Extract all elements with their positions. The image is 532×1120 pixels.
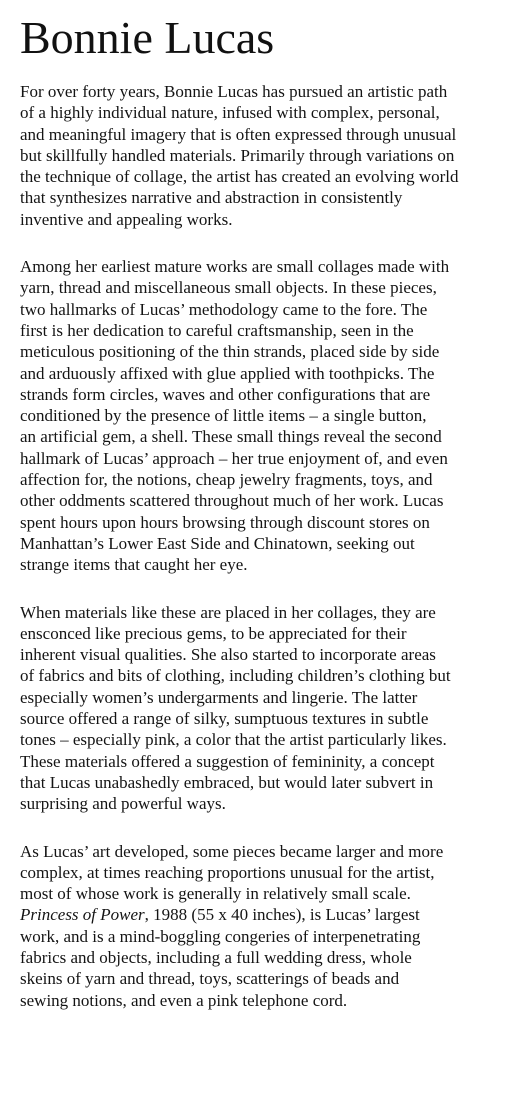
text-line: fabrics and objects, including a full wedding dress, whole — [20, 947, 412, 967]
page-title: Bonnie Lucas — [20, 12, 275, 63]
text-line: that Lucas unabashedly embraced, but would later subvert in — [20, 772, 434, 792]
text-line: tones – especially pink, a color that the artist particularly likes. — [20, 730, 447, 750]
text-line: ensconced like precious gems, to be appreciated for their — [20, 623, 407, 643]
text-line: hallmark of Lucas’ approach – her true enjoyment of, and even — [20, 448, 448, 468]
text-line: When materials like these are placed in her collages, they are — [20, 602, 436, 622]
text-line: of a highly individual nature, infused with complex, personal, — [20, 103, 440, 123]
text-line: These materials offered a suggestion of femininity, a concept — [20, 751, 435, 771]
text-line: surprising and powerful ways. — [20, 794, 226, 814]
paragraph-larger-works — [20, 841, 524, 1011]
text-line: and meaningful imagery that is often expressed through unusual — [20, 124, 457, 144]
text-line: skeins of yarn and thread, toys, scatterings of beads and — [20, 969, 400, 989]
text-line: two hallmarks of Lucas’ methodology came to the fore. The — [20, 299, 428, 319]
paragraph-materials — [20, 602, 524, 815]
text-line: Manhattan’s Lower East Side and Chinatown, seeking out — [20, 533, 415, 553]
text-line: first is her dedication to careful craftsmanship, seen in the — [20, 320, 414, 340]
text-line: spent hours upon hours browsing through discount stores on — [20, 512, 430, 532]
artwork-title: Princess of Power — [20, 905, 145, 925]
text-line: that synthesizes narrative and abstraction in consistently — [20, 188, 403, 208]
text-line: yarn, thread and miscellaneous small objects. In these pieces, — [20, 278, 437, 298]
text-line: affection for, the notions, cheap jewelry fragments, toys, and — [20, 470, 433, 490]
text-line: complex, at times reaching proportions unusual for the artist, — [20, 862, 435, 882]
text-line: other oddments scattered throughout much of her work. Lucas — [20, 491, 444, 511]
text-line: strands form circles, waves and other configurations that are — [20, 384, 431, 404]
text-line: an artificial gem, a shell. These small things reveal the second — [20, 427, 442, 447]
text-line: sewing notions, and even a pink telephone cord. — [20, 990, 348, 1010]
text-line: inherent visual qualities. She also started to incorporate areas — [20, 645, 436, 665]
text-line: of fabrics and bits of clothing, including children’s clothing but — [20, 666, 451, 686]
text-line: As Lucas’ art developed, some pieces became larger and more — [20, 841, 444, 861]
paragraph-intro — [20, 81, 524, 230]
text-line: and arduously affixed with glue applied with toothpicks. The — [20, 363, 435, 383]
text-line: especially women’s undergarments and lingerie. The latter — [20, 687, 418, 707]
text-line: Among her earliest mature works are small collages made with — [20, 257, 450, 277]
paragraph-early-works — [20, 256, 524, 575]
artwork-details: , 1988 (55 x 40 inches), is Lucas’ largest — [144, 905, 420, 925]
text-line: conditioned by the presence of little items – a single button, — [20, 406, 427, 426]
text-line: most of whose work is generally in relatively small scale. — [20, 884, 411, 904]
text-line-with-title — [20, 904, 524, 925]
text-line: but skillfully handled materials. Primarily through variations on — [20, 145, 455, 165]
text-line: meticulous positioning of the thin strands, placed side by side — [20, 342, 440, 362]
text-line: inventive and appealing works. — [20, 209, 233, 229]
text-line: source offered a range of silky, sumptuous textures in subtle — [20, 709, 429, 729]
text-line: strange items that caught her eye. — [20, 555, 248, 575]
text-line: For over forty years, Bonnie Lucas has pursued an artistic path — [20, 82, 448, 101]
text-line: work, and is a mind-boggling congeries of interpenetrating — [20, 926, 421, 946]
text-line: the technique of collage, the artist has created an evolving world — [20, 167, 459, 187]
